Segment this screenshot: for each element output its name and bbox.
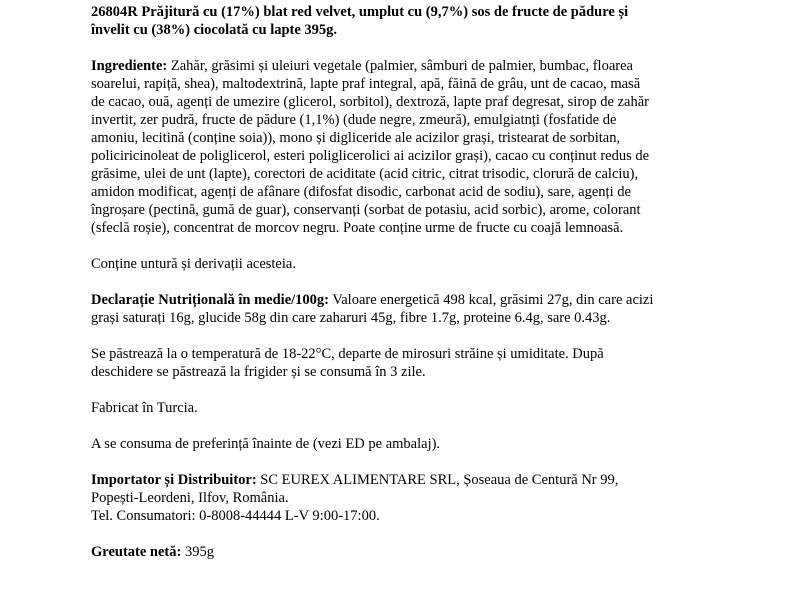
net-weight-section xyxy=(91,543,711,561)
ingredients-section xyxy=(91,57,711,237)
importer-section xyxy=(91,471,711,525)
product-title xyxy=(91,3,711,39)
nutrition-line: grași saturați 16g, glucide 58g din care zaharuri 45g, fibre 1.7g, proteine 6.4g, sare 0.43g. xyxy=(91,310,611,326)
ingredients-line: (sfeclă roșie), concentrat de morcov negru. Poate conține urme de fructe cu coajă lemnoasă. xyxy=(91,220,624,236)
product-title-line: 26804R Prăjitură cu (17%) blat red velvet, umplut cu (9,7%) sos de fructe de pădure și xyxy=(91,4,629,20)
ingredients-line: policiricinoleat de poliglicerol, esteri poliglicerolici ai acizilor grași), cacao cu conținut redus de xyxy=(91,148,650,164)
ingredients-line: de cacao, ouă, agenți de umezire (glicerol, sorbitol), dextroză, lapte praf degresat, sirop de zahăr xyxy=(91,94,649,110)
origin-section xyxy=(91,399,711,417)
ingredients-line: îngroșare (pectină, gumă de guar), conservanți (sorbat de potasiu, acid sorbic), arome, colorant xyxy=(91,202,641,218)
nutrition-label: Declarație Nutrițională în medie/100g: xyxy=(91,292,329,308)
net-weight-label: Greutate netă: xyxy=(91,544,182,560)
ingredients-line xyxy=(91,57,711,75)
product-title-line: învelit cu (38%) ciocolată cu lapte 395g. xyxy=(91,22,338,38)
ingredients-line: amidon modificat, agenți de afânare (difosfat disodic, carbonat acid de sodiu), sare, agenți de xyxy=(91,184,631,200)
best-before-section xyxy=(91,435,711,453)
origin-text: Fabricat în Turcia. xyxy=(91,400,198,416)
ingredients-line: grăsime, ulei de unt (lapte), corectori de aciditate (acid citric, citrat trisodic, clorură de calciu), xyxy=(91,166,639,182)
ingredients-line: amoniu, lecitină (conține soia)), mono și digliceride ale acizilor grași, tristearat de sorbitan, xyxy=(91,130,621,146)
ingredients-text: Zahăr, grăsimi și uleiuri vegetale (palmier, sâmburi de palmier, bumbac, floarea xyxy=(167,58,633,74)
importer-line: Popești-Leordeni, Ilfov, România. xyxy=(91,490,289,506)
importer-text: SC EUREX ALIMENTARE SRL, Șoseaua de Centură Nr 99, xyxy=(256,472,619,488)
storage-section xyxy=(91,345,711,381)
importer-label: Importator și Distribuitor: xyxy=(91,472,257,488)
product-label-document xyxy=(91,3,711,561)
nutrition-text: Valoare energetică 498 kcal, grăsimi 27g, din care acizi xyxy=(329,292,654,308)
contains-note xyxy=(91,255,711,273)
importer-line xyxy=(91,471,711,489)
ingredients-line: invertit, zer pudră, fructe de pădure (1,1%) (dude negre, zmeură), emulgiatnți (fosfatide de xyxy=(91,112,617,128)
ingredients-label: Ingrediente: xyxy=(91,58,168,74)
best-before-text: A se consuma de preferință înainte de (vezi ED pe ambalaj). xyxy=(91,436,441,452)
nutrition-line xyxy=(91,291,711,309)
net-weight-line xyxy=(91,543,711,561)
nutrition-section xyxy=(91,291,711,327)
ingredients-line: soarelui, rapiță, shea), maltodextrină, lapte praf integral, apă, făină de grâu, unt de cacao, masă xyxy=(91,76,641,92)
storage-line: Se păstrează la o temperatură de 18-22°C, departe de mirosuri străine și umiditate. După xyxy=(91,346,604,362)
net-weight-value: 395g xyxy=(181,544,214,560)
contains-text: Conține untură și derivații acesteia. xyxy=(91,256,296,272)
consumer-phone-line: Tel. Consumatori: 0-8008-44444 L-V 9:00-17:00. xyxy=(91,508,380,524)
storage-line: deschidere se păstrează la frigider și se consumă în 3 zile. xyxy=(91,364,426,380)
